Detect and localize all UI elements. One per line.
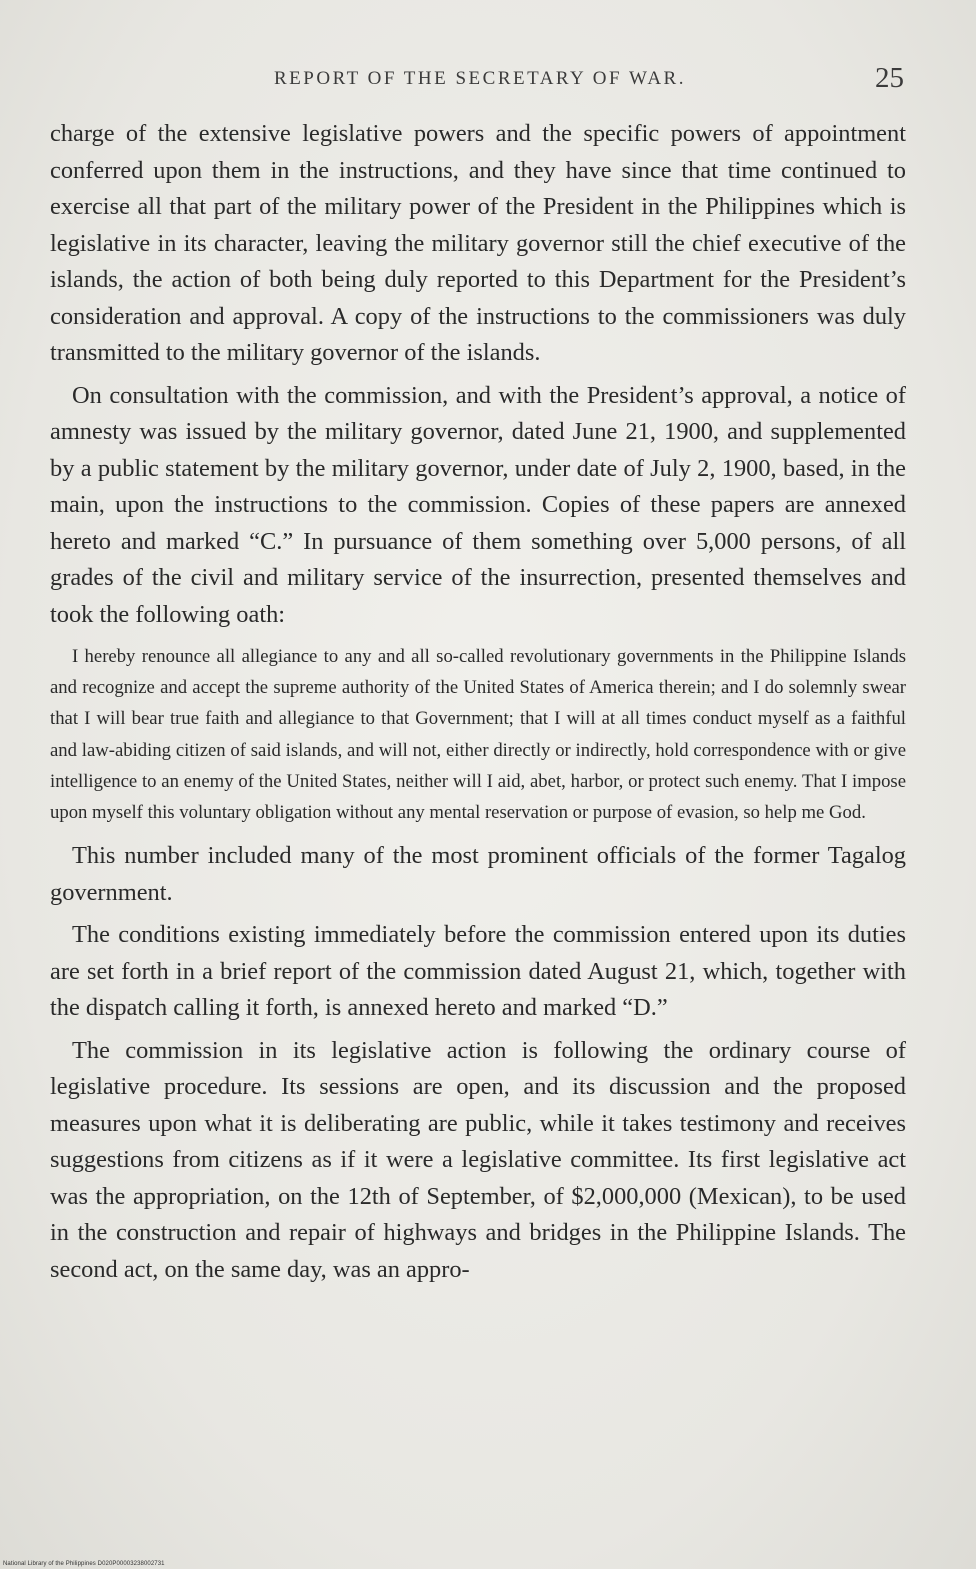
paragraph-1: charge of the extensive legislative powers and the specific powers of appointment conferred upon them in the instructions, and they have since that time continued to exercise all that part of the military power of the President in the Philippines which is legislative in its character, leaving the military governor still the chief executive of the islands, the action of both being duly reported to this Department for the President’s consideration and approval. A copy of the instructions to the commissioners was duly transmitted to the military governor of the islands. bbox=[50, 120, 906, 366]
oath-quotation: I hereby renounce all allegiance to any and all so-called revolutionary governments in the Philippine Islands and recognize and accept the supreme authority of the United States of America therein; and I do solemnly swear that I will bear true faith and allegiance to that Government; that I will at all times conduct myself as a faithful and law-abiding citizen of said islands, and will not, either directly or indirectly, hold correspondence with or give intelligence to an enemy of the United States, neither will I aid, abet, harbor, or protect such enemy. That I impose upon myself this voluntary obligation without any mental reservation or purpose of evasion, so help me God. bbox=[50, 646, 906, 824]
page-number: 25 bbox=[875, 62, 904, 94]
body-text bbox=[50, 116, 906, 1288]
paragraph-5: The commission in its legislative action is following the ordinary course of legislative procedure. Its sessions are open, and its discussion and the proposed measures upon what it is deliberating are public, while it takes testimony and receives suggestions from citizens as if it were a legislative committee. Its first legislative act was the appropriation, on the 12th of September, of $2,000,000 (Mexican), to be used in the construction and repair of highways and bridges in the Philippine Islands. The second act, on the same day, was an appro- bbox=[50, 1036, 906, 1283]
paragraph-3: This number included many of the most prominent officials of the former Tagalog government. bbox=[50, 842, 906, 906]
paragraph-2: On consultation with the commission, and with the President’s approval, a notice of amnesty was issued by the military governor, dated June 21, 1900, and supplemented by a public statement by the military governor, under date of July 2, 1900, based, in the main, upon the instructions to the commission. Copies of these papers are annexed hereto and marked “C.” In pursuance of them something over 5,000 persons, of all grades of the civil and military service of the insurrection, presented themselves and took the following oath: bbox=[50, 381, 906, 628]
scan-credit: National Library of the Philippines D020P00003238002731 bbox=[3, 1561, 165, 1567]
running-head: REPORT OF THE SECRETARY OF WAR. bbox=[274, 68, 686, 89]
paragraph-4: The conditions existing immediately before the commission entered upon its duties are set forth in a brief report of the commission dated August 21, which, together with the dispatch calling it forth, is annexed hereto and marked “D.” bbox=[50, 921, 906, 1022]
page-header bbox=[50, 62, 910, 102]
